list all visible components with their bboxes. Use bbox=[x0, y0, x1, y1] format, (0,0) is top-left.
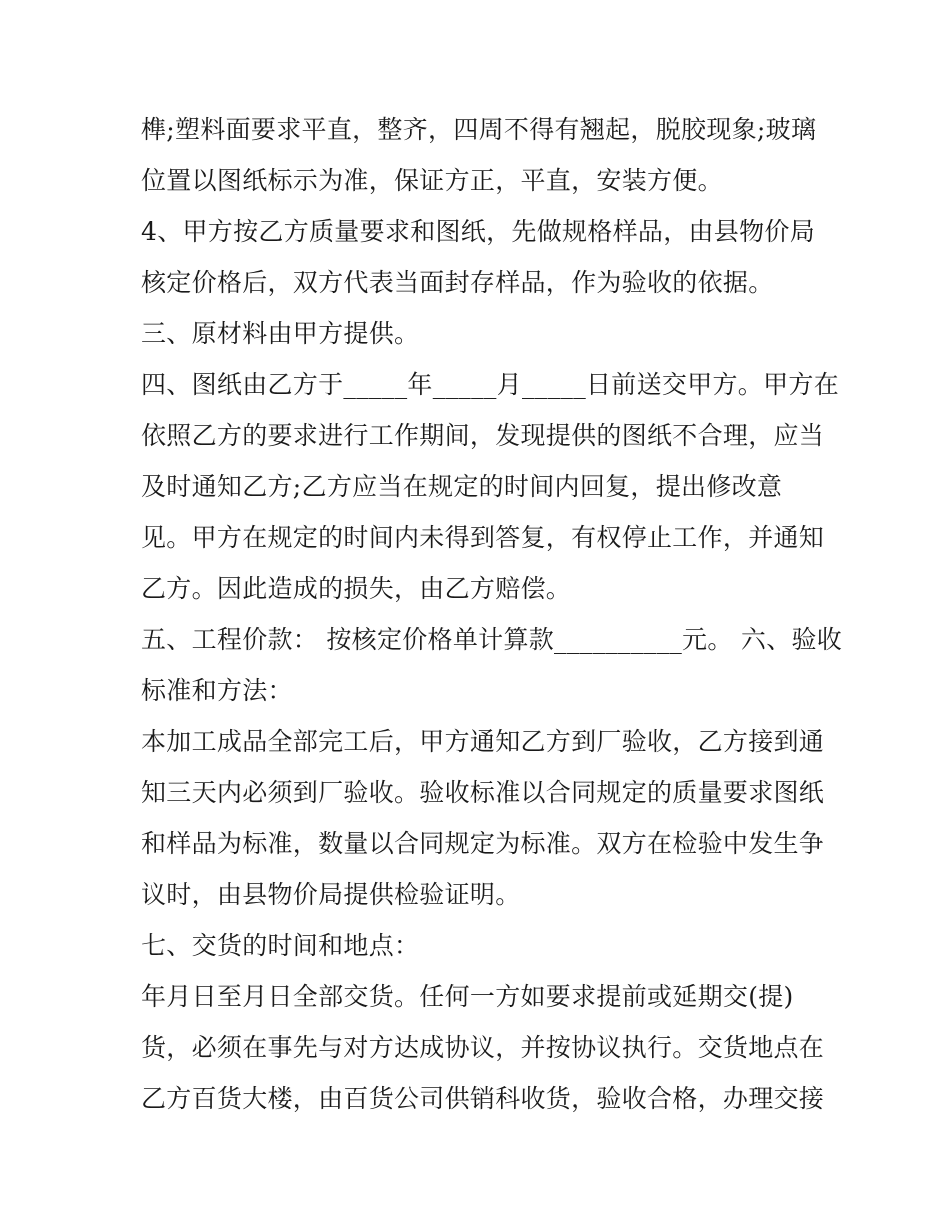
text-line: 位置以图纸标示为准，保证方正，平直，安装方便。 bbox=[141, 166, 723, 195]
text-line: 榫;塑料面要求平直，整齐，四周不得有翘起，脱胶现象;玻璃 bbox=[141, 115, 817, 144]
text-line: 和样品为标准，数量以合同规定为标准。双方在检验中发生争 bbox=[141, 829, 825, 858]
text-line: 标准和方法： bbox=[141, 676, 293, 705]
text-line: 三、原材料由甲方提供。 bbox=[141, 319, 420, 348]
text-line: 年月日至月日全部交货。任何一方如要求提前或延期交(提) bbox=[141, 982, 794, 1011]
text-line: 乙方。因此造成的损失，由乙方赔偿。 bbox=[141, 574, 572, 603]
text-line: 4、甲方按乙方质量要求和图纸，先做规格样品，由县物价局 bbox=[141, 217, 816, 246]
text-line: 知三天内必须到厂验收。验收标准以合同规定的质量要求图纸 bbox=[141, 778, 825, 807]
text-line: 五、工程价款： 按核定价格单计算款__________元。 六、验收 bbox=[141, 625, 843, 654]
text-line: 货，必须在事先与对方达成协议，并按协议执行。交货地点在 bbox=[141, 1033, 825, 1062]
text-line: 核定价格后，双方代表当面封存样品，作为验收的依据。 bbox=[141, 268, 774, 297]
text-line: 七、交货的时间和地点： bbox=[141, 931, 420, 960]
text-line: 四、图纸由乙方于_____年_____月_____日前送交甲方。甲方在 bbox=[141, 370, 840, 399]
text-line: 及时通知乙方;乙方应当在规定的时间内回复，提出修改意 bbox=[141, 472, 783, 501]
text-line: 依照乙方的要求进行工作期间，发现提供的图纸不合理，应当 bbox=[141, 421, 825, 450]
text-line: 乙方百货大楼，由百货公司供销科收货，验收合格，办理交接 bbox=[141, 1084, 825, 1113]
text-line: 本加工成品全部完工后，甲方通知乙方到厂验收，乙方接到通 bbox=[141, 727, 825, 756]
text-line: 见。甲方在规定的时间内未得到答复，有权停止工作，并通知 bbox=[141, 523, 825, 552]
text-line: 议时，由县物价局提供检验证明。 bbox=[141, 880, 521, 909]
